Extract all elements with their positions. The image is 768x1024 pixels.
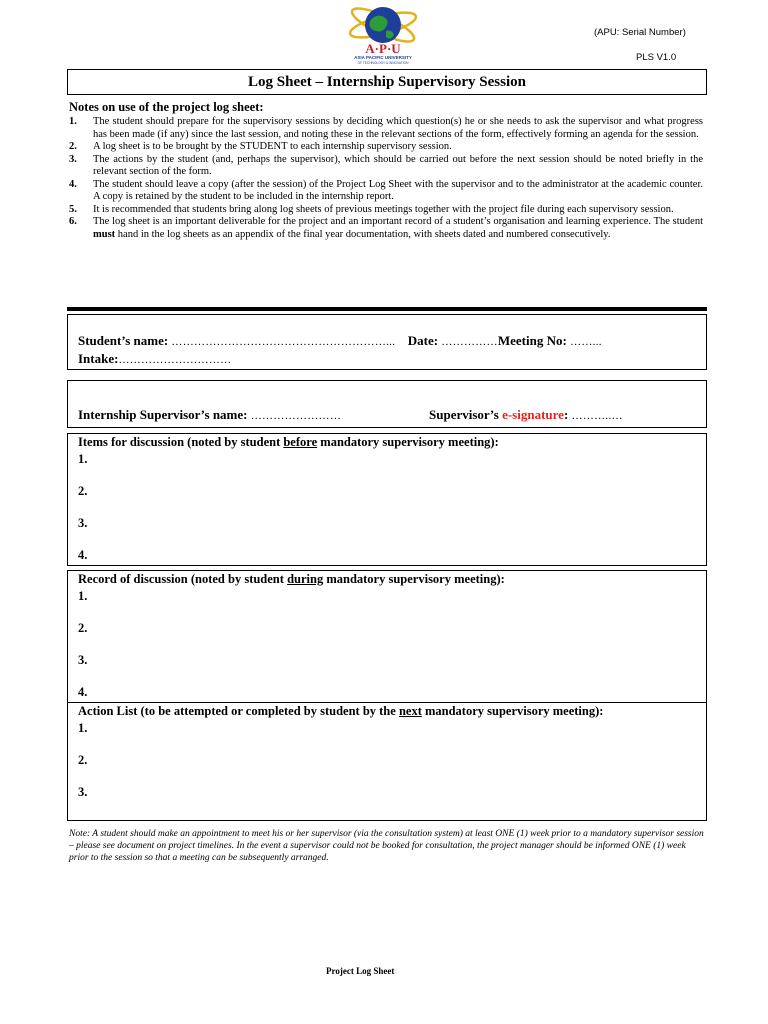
supervisor-info-box: [67, 380, 707, 428]
date-field[interactable]: ……………: [441, 336, 498, 348]
intake-label: Intake:: [78, 351, 119, 366]
logo-text: A·P·U: [365, 41, 401, 56]
notes-heading: Notes on use of the project log sheet:: [69, 100, 264, 114]
action-section-heading: Action List (to be attempted or completed by student by the next mandatory supervisory meeting):: [78, 704, 604, 718]
note-item: 4. The student should leave a copy (after the session) of the Project Log Sheet with the supervisor and to the administrator at the academic counter. A copy is retained by the student to be included in the internship report.: [69, 178, 703, 202]
student-name-label: Student’s name:: [78, 333, 169, 348]
action-entry-1[interactable]: 1.: [78, 721, 88, 735]
action-entry-2[interactable]: 2.: [78, 753, 88, 767]
note-item: 2. A log sheet is to be brought by the STUDENT to each internship supervisory session.: [69, 141, 452, 152]
items-entry-3[interactable]: 3.: [78, 516, 88, 530]
student-name-field[interactable]: …………………………………………………...: [171, 336, 396, 348]
record-entry-1[interactable]: 1.: [78, 589, 88, 603]
items-section-heading: Items for discussion (noted by student before mandatory supervisory meeting):: [78, 435, 499, 449]
record-entry-4[interactable]: 4.: [78, 685, 88, 699]
logo-subtext2: OF TECHNOLOGY & INNOVATION: [357, 61, 409, 65]
version-label: PLS V1.0: [636, 52, 677, 63]
items-entry-2[interactable]: 2.: [78, 484, 88, 498]
student-info-box: [67, 314, 707, 370]
action-list-section: [67, 702, 707, 821]
page-title: Log Sheet – Internship Supervisory Session: [248, 73, 526, 90]
note-item: 3. The actions by the student (and, perhaps the supervisor), which should be carried out before the next session should be noted briefly in the relevant section of the form.: [69, 153, 703, 177]
date-label: Date:: [407, 333, 439, 348]
supervisor-name-field[interactable]: ……………………: [250, 410, 342, 422]
record-of-discussion-section: [67, 570, 707, 703]
note-item: 1. The student should prepare for the supervisory sessions by deciding which question(s) he or she needs to ask the supervisor and what progress has been made (if any) since the last session, and noting these in the relevant sections of the form, effectively forming an agenda for the session.: [69, 116, 703, 140]
page-footer: Project Log Sheet: [326, 966, 395, 976]
notes-list: [69, 116, 703, 241]
footnote: Note: A student should make an appointment to meet his or her supervisor (via the consultation system) at least ONE (1) week prior to a mandatory supervisor session – please see document on project timelines. In the event a supervisor could not be booked for consultation, the project manager should be informed ONE (1) week prior to the session so that a meeting can be subsequently arranged.: [69, 829, 704, 863]
signature-field[interactable]: ………..…: [571, 410, 623, 422]
supervisor-name-label: Internship Supervisor’s name:: [78, 407, 248, 422]
serial-number-label: (APU: Serial Number): [594, 27, 686, 38]
intake-field[interactable]: …………………………: [118, 354, 232, 366]
meeting-no-label: Meeting No:: [497, 333, 567, 348]
logo-subtext: ASIA PACIFIC UNIVERSITY: [354, 55, 412, 60]
meeting-no-field[interactable]: ……...: [570, 336, 602, 348]
note-item: 6. The log sheet is an important deliverable for the project and an important record of a student’s organisation and learning experience. The student must hand in the log sheets as an appendix of the final year documentation, with sheets dated and numbered consecutively.: [69, 216, 703, 240]
section-divider: [67, 307, 707, 311]
items-entry-4[interactable]: 4.: [78, 548, 88, 562]
record-section-heading: Record of discussion (noted by student during mandatory supervisory meeting):: [78, 572, 505, 586]
record-entry-2[interactable]: 2.: [78, 621, 88, 635]
record-entry-3[interactable]: 3.: [78, 653, 88, 667]
action-entry-3[interactable]: 3.: [78, 785, 88, 799]
title-box: [67, 69, 707, 95]
items-entry-1[interactable]: 1.: [78, 452, 88, 466]
items-for-discussion-section: [67, 433, 707, 566]
signature-label: Supervisor’s e-signature:: [429, 407, 569, 422]
apu-logo: [334, 3, 432, 65]
note-item: 5. It is recommended that students bring along log sheets of previous meetings together with the project file during each supervisory session.: [69, 203, 674, 215]
